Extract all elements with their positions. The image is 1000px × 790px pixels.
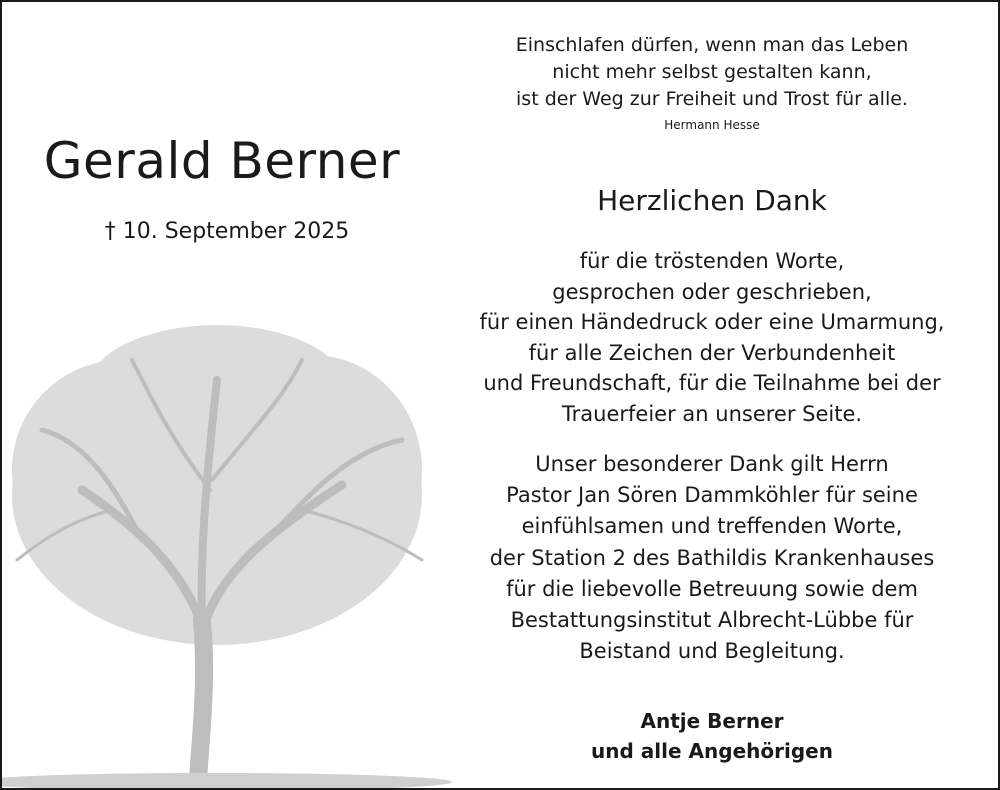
- signature: [457, 706, 967, 766]
- paragraph-line: und Freundschaft, für die Teilnahme bei der: [483, 371, 941, 395]
- quote-line: nicht mehr selbst gestalten kann,: [552, 61, 872, 83]
- signature-line: Antje Berner: [640, 709, 784, 733]
- deceased-name: Gerald Berner: [43, 132, 401, 190]
- paragraph-line: für einen Händedruck oder eine Umarmung,: [479, 310, 945, 334]
- paragraph-line: Trauerfeier an unserer Seite.: [561, 401, 863, 426]
- quote-line: ist der Weg zur Freiheit und Trost für alle.: [516, 88, 908, 110]
- paragraph-line: für die liebevolle Betreuung sowie dem: [506, 576, 918, 601]
- paragraph-line: der Station 2 des Bathildis Krankenhauses: [489, 545, 935, 570]
- paragraph-line: einfühlsamen und treffenden Worte,: [521, 514, 903, 539]
- death-date: † 10. September 2025: [104, 219, 350, 244]
- paragraph-line: Beistand und Begleitung.: [579, 639, 845, 664]
- quote-author: Hermann Hesse: [664, 118, 760, 132]
- paragraph-line: gesprochen oder geschrieben,: [552, 279, 872, 304]
- tree-illustration: [2, 320, 452, 788]
- signature-line: und alle Angehörigen: [591, 739, 833, 763]
- quote-line: Einschlafen dürfen, wenn man das Leben: [515, 34, 909, 56]
- paragraph-line: für die tröstenden Worte,: [579, 249, 845, 273]
- quote: [457, 32, 967, 113]
- paragraph-line: Unser besonderer Dank gilt Herrn: [535, 452, 889, 476]
- paragraph-line: für alle Zeichen der Verbundenheit: [528, 340, 896, 365]
- thanks-paragraph-2: [457, 449, 967, 667]
- thanks-paragraph-1: [457, 246, 967, 429]
- paragraph-line: Pastor Jan Sören Dammköhler für seine: [506, 483, 918, 508]
- paragraph-line: Bestattungsinstitut Albrecht-Lübbe für: [510, 608, 914, 633]
- thanks-heading: Herzlichen Dank: [597, 184, 827, 217]
